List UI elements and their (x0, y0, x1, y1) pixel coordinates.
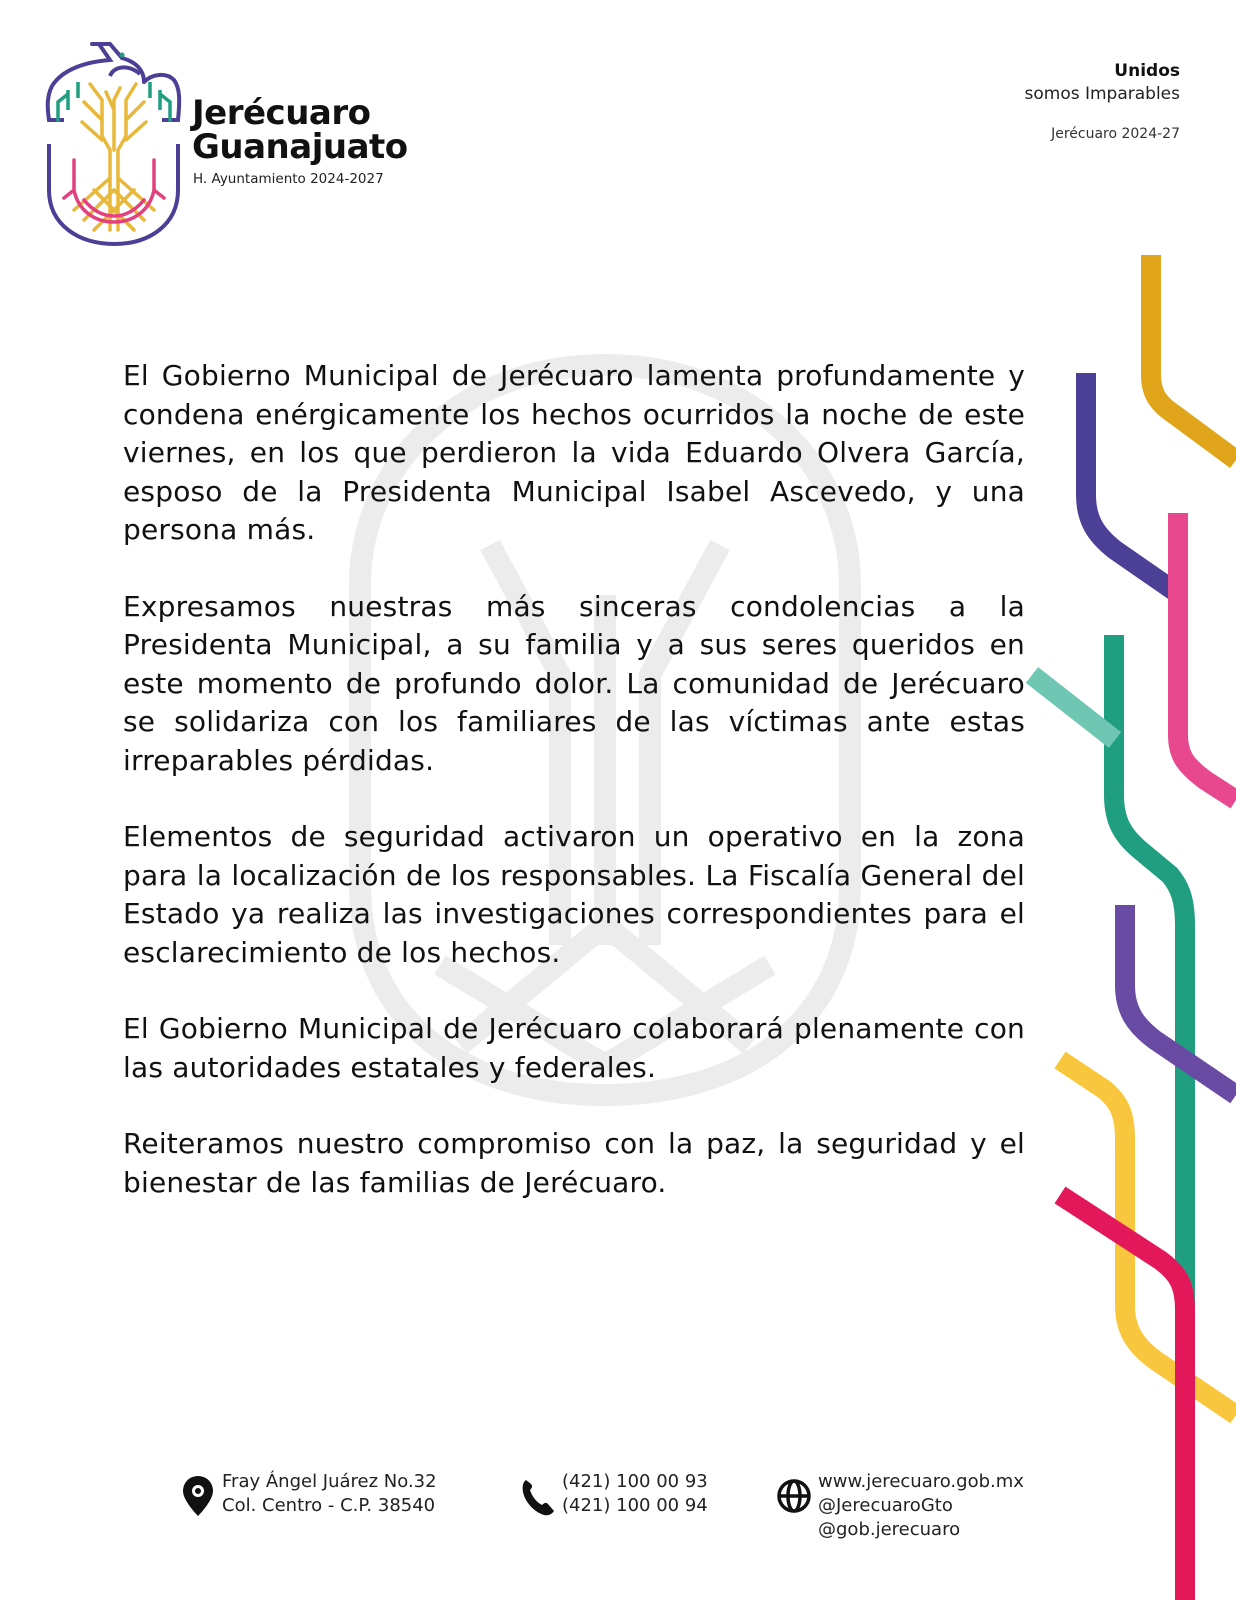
statement-paragraph-2: Expresamos nuestras más sinceras condolencias a la Presidenta Municipal, a su familia y a sus seres queridos en este momento de profundo dolor. La comunidad de Jerécuaro se solidariza con los familiares de las víctimas ante estas irreparables pérdidas. (123, 589, 1025, 777)
phone-icon (520, 1474, 556, 1518)
footer-address (180, 1470, 437, 1518)
contact-footer (0, 1470, 1236, 1570)
twitter-handle[interactable]: @JerecuaroGto (818, 1495, 953, 1516)
statement-body (123, 357, 1025, 1240)
statement-paragraph-4: El Gobierno Municipal de Jerécuaro colaborará plenamente con las autoridades estatales y federales. (123, 1012, 1025, 1084)
phone-line-1[interactable]: (421) 100 00 93 (562, 1471, 708, 1492)
administration-period: Jerécuaro 2024-27 (1051, 126, 1180, 142)
slogan-line-1: Unidos (1114, 61, 1180, 81)
location-pin-icon (180, 1474, 216, 1518)
decorative-stripes-icon (1020, 255, 1236, 1600)
globe-icon (776, 1474, 812, 1518)
footer-phone (520, 1470, 708, 1518)
statement-paragraph-5: Reiteramos nuestro compromiso con la paz, la seguridad y el bienestar de las familias de Jerécuaro. (123, 1127, 1025, 1199)
statement-paragraph-1: El Gobierno Municipal de Jerécuaro lamenta profundamente y condena enérgicamente los hechos ocurridos la noche de este viernes, en los que perdieron la vida Eduardo Olvera García, esposo de la Presidenta Municipal Isabel Ascevedo, y una persona más. (123, 359, 1025, 546)
slogan-line-2: somos Imparables (1024, 84, 1180, 104)
ayuntamiento-subtitle: H. Ayuntamiento 2024-2027 (193, 171, 384, 187)
phone-line-2[interactable]: (421) 100 00 94 (562, 1495, 708, 1516)
instagram-handle[interactable]: @gob.jerecuaro (818, 1519, 961, 1540)
municipality-title (192, 93, 408, 167)
title-line-jerecuaro: Jerécuaro (192, 93, 371, 133)
footer-web (776, 1470, 1024, 1542)
website-link[interactable]: www.jerecuaro.gob.mx (818, 1471, 1024, 1492)
municipal-emblem-icon (44, 40, 184, 248)
address-line-1: Fray Ángel Juárez No.32 (222, 1471, 437, 1492)
title-line-guanajuato: Guanajuato (192, 127, 408, 167)
address-line-2: Col. Centro - C.P. 38540 (222, 1495, 436, 1516)
statement-paragraph-3: Elementos de seguridad activaron un operativo en la zona para la localización de los responsables. La Fiscalía General del Estado ya realiza las investigaciones correspondientes para el esclarecimiento de los hechos. (123, 820, 1025, 969)
slogan-block (1025, 60, 1181, 144)
